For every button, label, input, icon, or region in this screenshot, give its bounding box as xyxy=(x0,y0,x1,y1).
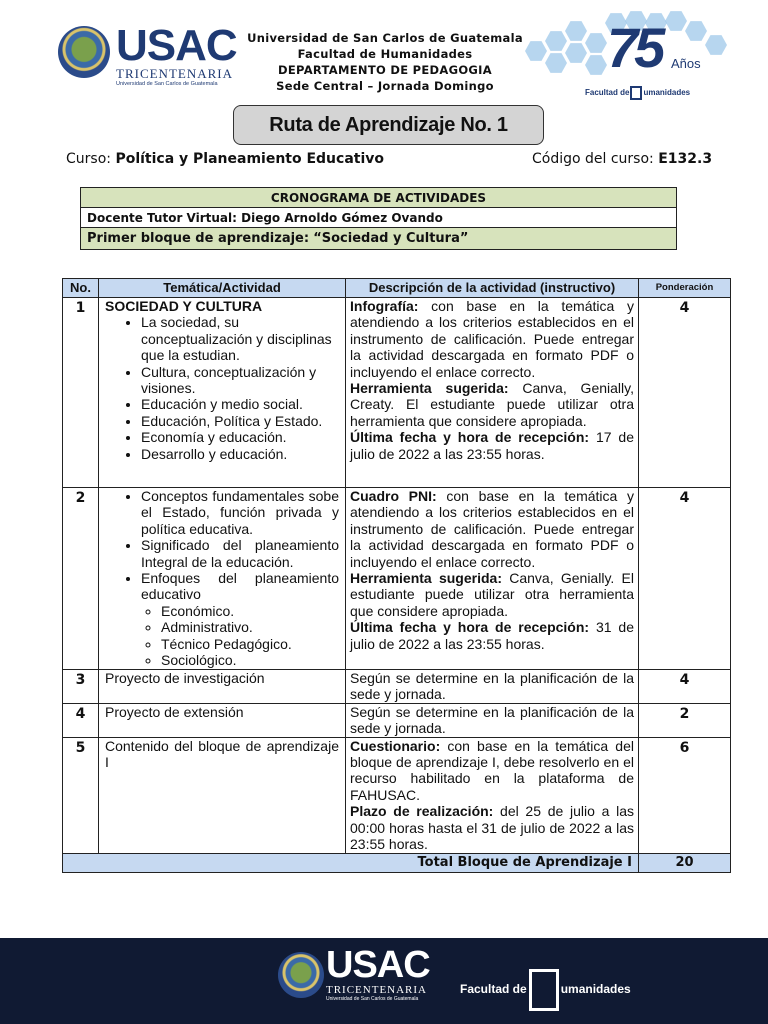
hexagon-icon xyxy=(585,32,607,54)
table-row xyxy=(63,670,731,704)
university-seal-icon xyxy=(278,952,324,998)
description-paragraph: Herramienta sugerida: Canva, Genially. El estudiante puede utilizar otra herramienta que considere apropiada. xyxy=(350,570,635,619)
university-seal-icon xyxy=(58,26,110,78)
list-item: ◦ Sociológico. xyxy=(161,652,339,668)
anniversary-logo xyxy=(525,10,730,105)
list-item: • Conceptos fundamentales sobe el Estado, función privada y política educativa. xyxy=(141,488,339,537)
schedule-box xyxy=(80,187,677,250)
col-header-weight: Ponderación xyxy=(639,279,731,298)
row-number: 2 xyxy=(63,488,99,670)
row-topic xyxy=(99,298,346,488)
footer-band xyxy=(0,938,768,1024)
col-header-topic: Temática/Actividad xyxy=(99,279,346,298)
hexagon-icon xyxy=(565,20,587,42)
topic-title: SOCIEDAD Y CULTURA xyxy=(105,298,263,314)
list-item: • La sociedad, su conceptualización y disciplinas que la estudian. xyxy=(141,314,339,363)
description-paragraph: Cuestionario: con base en la temática del bloque de aprendizaje I, debe resolverlo en el recurso habilitado en la plataforma de FAHUSAC. xyxy=(350,737,634,803)
h-emblem-icon xyxy=(630,86,642,100)
description-paragraph: Última fecha y hora de recepción: 31 de julio de 2022 a las 23:55 horas. xyxy=(350,619,634,652)
row-topic: Proyecto de extensión xyxy=(99,703,346,737)
course-code: Código del curso: E132.3 xyxy=(532,151,713,167)
table-row xyxy=(63,298,731,488)
list-item: • Enfoques del planeamiento educativo ◦ Económico. ◦ Administrativo. ◦ Técnico Pedagógico. ◦ Sociológico. xyxy=(141,570,339,668)
row-weight: 4 xyxy=(639,488,731,670)
row-topic: Proyecto de investigación xyxy=(99,670,346,704)
footer-logo-subtitle: Universidad de San Carlos de Guatemala xyxy=(326,996,419,1002)
tutor-name: Docente Tutor Virtual: Diego Arnoldo Gómez Ovando xyxy=(81,208,677,228)
hexagon-icon xyxy=(705,34,727,56)
table-header-row xyxy=(63,279,731,298)
schedule-heading: CRONOGRAMA DE ACTIVIDADES xyxy=(81,188,677,208)
topic-list xyxy=(105,314,339,462)
list-item: ◦ Técnico Pedagógico. xyxy=(161,636,339,652)
hexagon-icon xyxy=(545,52,567,74)
usac-logo xyxy=(58,22,238,88)
learning-block: Primer bloque de aprendizaje: “Sociedad y Cultura” xyxy=(81,228,677,250)
description-paragraph: Plazo de realización: del 25 de julio a las 00:00 horas hasta el 31 de julio de 2022 a las 23:55 horas. xyxy=(350,803,634,853)
row-topic: Contenido del bloque de aprendizaje I xyxy=(99,737,346,853)
row-number: 4 xyxy=(63,703,99,737)
row-weight: 4 xyxy=(639,298,731,488)
row-description xyxy=(346,298,639,488)
list-item: ◦ Administrativo. xyxy=(161,619,339,635)
row-number: 3 xyxy=(63,670,99,704)
h-emblem-icon xyxy=(529,969,559,1011)
institution-header xyxy=(240,30,530,94)
institution-line: Universidad de San Carlos de Guatemala xyxy=(247,31,523,45)
description-paragraph: Herramienta sugerida: Canva, Genially, Creaty. El estudiante puede utilizar otra herramienta que considere apropiada. xyxy=(350,380,634,429)
col-header-description: Descripción de la actividad (instructivo) xyxy=(346,279,639,298)
col-header-no: No. xyxy=(63,279,99,298)
row-weight: 4 xyxy=(639,670,731,704)
list-item: • Economía y educación. xyxy=(141,429,339,445)
row-number: 1 xyxy=(63,298,99,488)
description-paragraph: Última fecha y hora de recepción: 17 de julio de 2022 a las 23:55 horas. xyxy=(350,429,634,462)
description-paragraph: Cuadro PNI: con base en la temática y atendiendo a los criterios establecidos en el instrumento de calificación. Puede entregar la actividad descargada en formato PDF o incluyendo el enlace correcto. xyxy=(350,488,634,570)
list-item: • Educación, Política y Estado. xyxy=(141,413,339,429)
institution-line: DEPARTAMENTO DE PEDAGOGIA xyxy=(278,63,492,77)
hexagon-icon xyxy=(545,30,567,52)
table-row xyxy=(63,737,731,853)
list-item: ◦ Económico. xyxy=(161,603,339,619)
row-description xyxy=(346,488,639,670)
hexagon-icon xyxy=(565,42,587,64)
list-item: • Desarrollo y educación. xyxy=(141,446,339,462)
description-paragraph: Infografía: con base en la temática y atendiendo a los criterios establecidos en el instrumento de calificación. Puede entregar la actividad descargada en formato PDF o incluyendo el enlace correcto. xyxy=(350,298,634,380)
footer-faculty: Facultad de umanidades xyxy=(460,969,631,1011)
anniversary-label: Años xyxy=(671,56,701,71)
total-label: Total Bloque de Aprendizaje I xyxy=(63,853,639,872)
table-row xyxy=(63,488,731,670)
total-value: 20 xyxy=(639,853,731,872)
table-row xyxy=(63,703,731,737)
course-info: Curso: Política y Planeamiento Educativo xyxy=(66,151,385,167)
row-number: 5 xyxy=(63,737,99,853)
page-title: Ruta de Aprendizaje No. 1 xyxy=(233,105,544,145)
logo-tagline: TRICENTENARIA xyxy=(116,66,233,81)
hexagon-icon xyxy=(585,54,607,76)
footer-logo-name: USAC xyxy=(326,944,430,986)
row-description xyxy=(346,737,639,853)
topic-list xyxy=(105,488,339,668)
row-weight: 6 xyxy=(639,737,731,853)
row-description: Según se determine en la planificación de la sede y jornada. xyxy=(346,703,639,737)
anniversary-number: 75 xyxy=(607,16,662,79)
activities-table xyxy=(62,278,731,873)
logo-name: USAC xyxy=(116,21,237,70)
total-row xyxy=(63,853,731,872)
list-item: • Significado del planeamiento Integral de la educación. xyxy=(141,537,339,570)
institution-line: Sede Central – Jornada Domingo xyxy=(276,79,494,93)
hexagon-icon xyxy=(525,40,547,62)
row-description: Según se determine en la planificación de la sede y jornada. xyxy=(346,670,639,704)
list-item: • Educación y medio social. xyxy=(141,396,339,412)
list-item: • Cultura, conceptualización y visiones. xyxy=(141,364,339,397)
faculty-name: Facultad de umanidades xyxy=(585,86,690,100)
row-weight: 2 xyxy=(639,703,731,737)
institution-line: Facultad de Humanidades xyxy=(297,47,473,61)
hexagon-icon xyxy=(685,20,707,42)
row-topic xyxy=(99,488,346,670)
hexagon-icon xyxy=(665,10,687,32)
footer-logo-tagline: TRICENTENARIA xyxy=(326,984,427,996)
subtopic-list xyxy=(141,603,339,669)
logo-subtitle: Universidad de San Carlos de Guatemala xyxy=(116,81,218,87)
